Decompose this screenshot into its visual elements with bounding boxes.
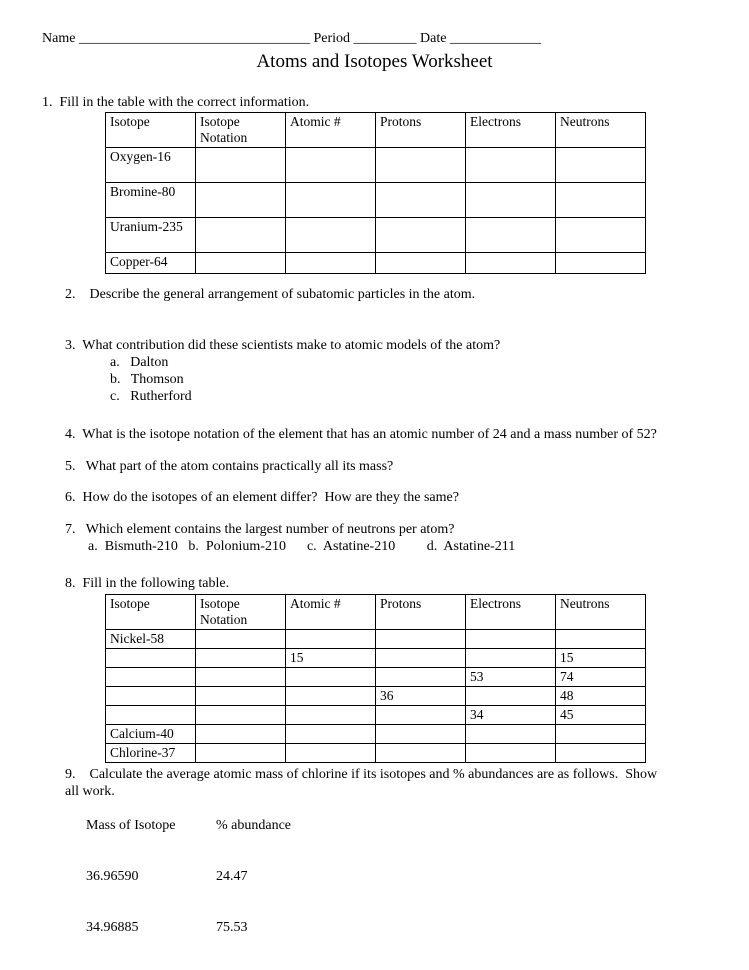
question-4: 4. What is the isotope notation of the element that has an atomic number of 24 and a mass number of 52? xyxy=(65,427,657,442)
table-cell xyxy=(376,725,466,744)
table-cell xyxy=(376,218,466,253)
table-cell xyxy=(466,148,556,183)
column-header: Neutrons xyxy=(556,113,646,148)
option-thomson: b. Thomson xyxy=(110,372,184,387)
table-cell xyxy=(376,183,466,218)
table-row xyxy=(106,148,646,183)
table-cell xyxy=(286,725,376,744)
option-dalton: a. Dalton xyxy=(110,355,169,370)
table-cell xyxy=(106,649,196,668)
table-cell xyxy=(286,630,376,649)
table-cell xyxy=(196,253,286,274)
date-label: Date xyxy=(420,31,447,46)
table-cell xyxy=(556,218,646,253)
table-cell xyxy=(286,218,376,253)
table-cell: 48 xyxy=(556,687,646,706)
question-5: 5. What part of the atom contains practically all its mass? xyxy=(65,459,394,474)
column-header: Atomic # xyxy=(286,113,376,148)
table-row xyxy=(106,218,646,253)
table-cell xyxy=(466,630,556,649)
table-row xyxy=(106,706,646,725)
table-cell xyxy=(556,744,646,763)
column-header: Protons xyxy=(376,595,466,630)
table-cell xyxy=(196,630,286,649)
table-cell xyxy=(556,253,646,274)
table-row xyxy=(106,687,646,706)
name-blank: _________________________________ xyxy=(78,31,310,46)
table-cell: 36 xyxy=(376,687,466,706)
column-header: Protons xyxy=(376,113,466,148)
question-3-options xyxy=(110,354,707,405)
abundance-value: 24.47 xyxy=(216,869,248,884)
table-cell xyxy=(376,744,466,763)
period-label: Period xyxy=(313,31,350,46)
column-header: Isotope Notation xyxy=(196,595,286,630)
mass-data-header-row xyxy=(65,800,707,851)
table-cell xyxy=(196,687,286,706)
table-cell xyxy=(376,148,466,183)
table-cell: Calcium-40 xyxy=(106,725,196,744)
column-header: Isotope xyxy=(106,113,196,148)
question-7: 7. Which element contains the largest number of neutrons per atom? xyxy=(65,522,455,537)
table-cell xyxy=(556,725,646,744)
table-cell xyxy=(286,687,376,706)
period-blank: _________ xyxy=(353,31,417,46)
table-cell: 15 xyxy=(286,649,376,668)
isotope-mass-data xyxy=(65,800,707,953)
mass-data-row xyxy=(65,851,707,902)
column-header: Neutrons xyxy=(556,595,646,630)
table-cell xyxy=(196,706,286,725)
question-9: 9. Calculate the average atomic mass of chlorine if its isotopes and % abundances are as follows. Show xyxy=(65,767,658,782)
isotope-table-1 xyxy=(105,112,646,274)
name-label: Name xyxy=(42,31,76,46)
table-cell xyxy=(556,183,646,218)
mass-value: 36.96590 xyxy=(86,869,139,884)
table-row xyxy=(106,253,646,274)
table-row xyxy=(106,183,646,218)
table-cell xyxy=(286,253,376,274)
table-row xyxy=(106,744,646,763)
isotope-table-2 xyxy=(105,594,646,763)
table-cell: Nickel-58 xyxy=(106,630,196,649)
table-cell xyxy=(556,630,646,649)
table-cell xyxy=(196,183,286,218)
table-cell xyxy=(196,725,286,744)
question-6: 6. How do the isotopes of an element differ? How are they the same? xyxy=(65,490,459,505)
column-header: Electrons xyxy=(466,595,556,630)
table-cell xyxy=(196,649,286,668)
abundance-value: 75.53 xyxy=(216,920,248,935)
table-cell xyxy=(106,706,196,725)
page-title: Atoms and Isotopes Worksheet xyxy=(256,51,493,72)
table-cell xyxy=(466,687,556,706)
table-cell: Oxygen-16 xyxy=(106,148,196,183)
table-cell xyxy=(196,218,286,253)
table-cell xyxy=(376,649,466,668)
option-rutherford: c. Rutherford xyxy=(110,389,192,404)
table-cell xyxy=(376,668,466,687)
table-cell: Bromine-80 xyxy=(106,183,196,218)
table-cell xyxy=(466,183,556,218)
table-cell xyxy=(286,148,376,183)
abundance-column-header: % abundance xyxy=(216,818,292,833)
table-cell xyxy=(376,706,466,725)
question-1: 1. Fill in the table with the correct information. xyxy=(42,95,310,110)
table-cell xyxy=(286,706,376,725)
table-cell xyxy=(106,687,196,706)
question-7-options: a. Bismuth-210 b. Polonium-210 c. Astatine-210 d. Astatine-211 xyxy=(88,539,516,554)
question-9-line2: all work. xyxy=(65,784,115,799)
table-cell: Copper-64 xyxy=(106,253,196,274)
table-cell: 34 xyxy=(466,706,556,725)
header-row xyxy=(106,113,646,148)
table-cell xyxy=(556,148,646,183)
table-cell: 53 xyxy=(466,668,556,687)
mass-data-row xyxy=(65,902,707,953)
question-8: 8. Fill in the following table. xyxy=(65,576,230,591)
table-cell: 15 xyxy=(556,649,646,668)
table-row xyxy=(106,668,646,687)
question-3: 3. What contribution did these scientists make to atomic models of the atom? xyxy=(65,338,501,353)
column-header: Electrons xyxy=(466,113,556,148)
table-cell xyxy=(286,744,376,763)
column-header: Isotope xyxy=(106,595,196,630)
table-cell xyxy=(376,630,466,649)
table-cell xyxy=(466,218,556,253)
table-cell xyxy=(466,744,556,763)
table-cell xyxy=(196,744,286,763)
table-row xyxy=(106,649,646,668)
table-cell xyxy=(196,148,286,183)
table-cell xyxy=(106,668,196,687)
table-cell: 74 xyxy=(556,668,646,687)
table-row xyxy=(106,725,646,744)
table-cell: Chlorine-37 xyxy=(106,744,196,763)
column-header: Isotope Notation xyxy=(196,113,286,148)
table-cell xyxy=(376,253,466,274)
header-row xyxy=(106,595,646,630)
question-2: 2. Describe the general arrangement of subatomic particles in the atom. xyxy=(65,287,476,302)
mass-value: 34.96885 xyxy=(86,920,139,935)
table-cell xyxy=(466,253,556,274)
column-header: Atomic # xyxy=(286,595,376,630)
table-cell: Uranium-235 xyxy=(106,218,196,253)
table-cell xyxy=(286,183,376,218)
table-cell xyxy=(286,668,376,687)
table-cell xyxy=(466,725,556,744)
mass-column-header: Mass of Isotope xyxy=(86,818,176,833)
table-cell xyxy=(466,649,556,668)
header-line xyxy=(42,30,707,47)
date-blank: _____________ xyxy=(449,31,541,46)
table-cell: 45 xyxy=(556,706,646,725)
table-cell xyxy=(196,668,286,687)
table-row xyxy=(106,630,646,649)
